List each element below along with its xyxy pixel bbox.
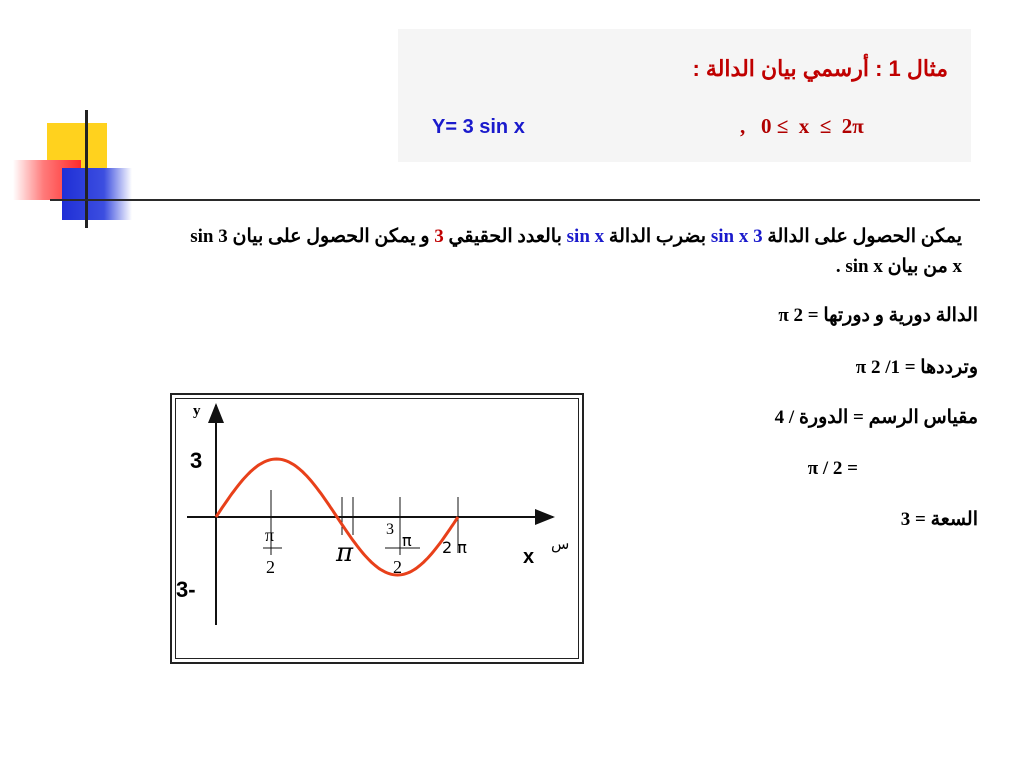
- fact-scale-value: = 2 / π: [807, 458, 858, 479]
- explanation-text: بالعدد الحقيقي: [443, 226, 567, 247]
- y-min-label: 3-: [176, 577, 196, 602]
- real-number-3: 3: [434, 226, 444, 247]
- x-axis-label: x: [523, 546, 535, 568]
- fact-scale: مقياس الرسم = الدورة / 4: [774, 407, 978, 428]
- function-sinx-plain: sin x: [845, 256, 883, 277]
- title-divider-line: [50, 199, 980, 201]
- fact-frequency: وترددها = π 2 /1: [855, 357, 978, 378]
- explanation-text: .: [835, 256, 846, 277]
- tick-label-pi-half-den: 2: [266, 557, 275, 577]
- tick-label-3pi-half-sym: π: [402, 531, 412, 550]
- function-sinx: sin x: [566, 226, 605, 247]
- equation-function: Y= 3 sin x: [432, 116, 525, 138]
- explanation-text: يمكن الحصول على الدالة: [762, 226, 962, 247]
- title-box: [398, 29, 971, 162]
- example-heading: مثال 1 : أرسمي بيان الدالة :: [692, 56, 948, 81]
- tick-label-3pi-half-den: 2: [393, 557, 402, 577]
- tick-label-3pi-half-num: 3: [386, 521, 394, 538]
- function-3sinx-plain: 3 sin x: [190, 226, 962, 277]
- x-axis-label-ar: س: [551, 535, 570, 553]
- y-max-label: 3: [190, 448, 203, 473]
- tick-label-2pi: 2 π: [442, 538, 467, 557]
- explanation-text: من بيان: [882, 256, 953, 277]
- explanation-text: و يمكن الحصول على بيان: [227, 226, 435, 247]
- explanation-paragraph: [190, 222, 962, 282]
- function-3sinx: 3 sin x: [710, 226, 763, 247]
- explanation-text: بضرب الدالة: [604, 226, 711, 247]
- decor-vertical-line: [85, 110, 88, 228]
- fact-period: الدالة دورية و دورتها = 2 π: [778, 305, 978, 326]
- tick-label-pi: π: [336, 538, 354, 568]
- decor-blue-square: [62, 168, 132, 220]
- tick-label-pi-half-num: π: [265, 525, 275, 545]
- y-axis-label: y: [193, 403, 201, 419]
- fact-amplitude: السعة = 3: [900, 509, 978, 530]
- equation-domain: , 0 ≤ x ≤ 2π: [740, 114, 864, 138]
- sine-graph: [170, 393, 582, 663]
